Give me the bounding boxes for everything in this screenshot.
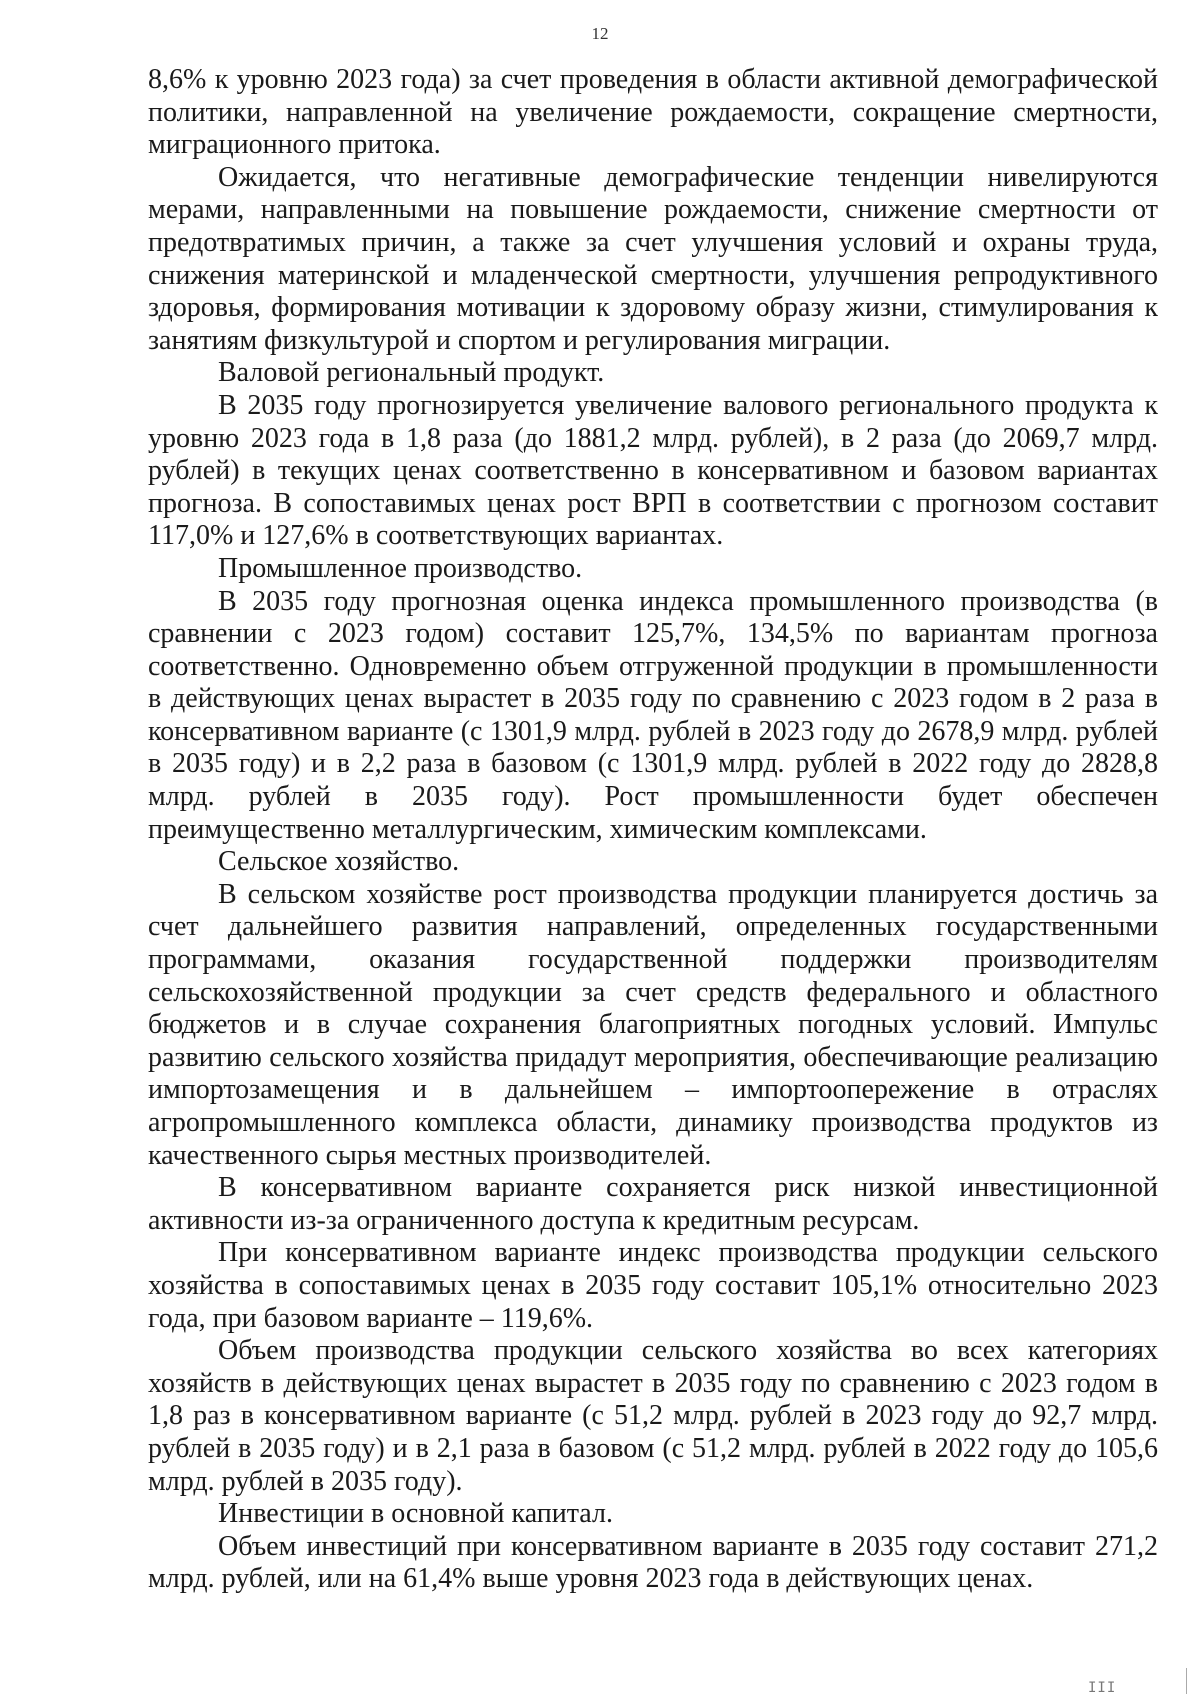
paragraph-industry-forecast: В 2035 году прогнозная оценка индекса промышленного производства (в сравнении с 2023 годом) составит 125,7%, 134,5% по вариантам прогноза соответственно. Одновременно объем отгруженной продукции в промышленности в действующих ценах вырастет в 2035 году по сравнению с 2023 годом в 2 раза в консервативном варианте (с 1301,9 млрд. рублей в 2023 году до 2678,9 млрд. рублей в 2035 году) и в 2,2 раза в базовом (с 1301,9 млрд. рублей в 2022 году до 2828,8 млрд. рублей в 2035 году). Рост промышленности будет обеспечен преимущественно металлургическим, химическим комплексами. [148,585,1158,845]
document-body [148,64,1158,1596]
paragraph-investment-forecast: Объем инвестиций при консервативном варианте в 2035 году составит 271,2 млрд. рублей, или на 61,4% выше уровня 2023 года в действующих ценах. [148,1530,1158,1595]
paragraph-population-continuation: 8,6% к уровню 2023 года) за счет проведения в области активной демографической политики, направленной на увеличение рождаемости, сокращение смертности, миграционного притока. [148,64,1158,161]
paragraph-agriculture-risk: В консервативном варианте сохраняется риск низкой инвестиционной активности из-за ограниченного доступа к кредитным ресурсам. [148,1172,1158,1236]
section-heading-grp: Валовой региональный продукт. [218,357,605,389]
section-heading-investment: Инвестиции в основной капитал. [218,1498,613,1530]
paragraph-agriculture-index: При консервативном варианте индекс производства продукции сельского хозяйства в сопоставимых ценах в 2035 году составит 105,1% относительно 2023 года, при базовом варианте – 119,6%. [148,1237,1158,1334]
scan-edge-mark [1186,1668,1187,1694]
scan-marks: III [1088,1680,1117,1696]
section-heading-agriculture: Сельское хозяйство. [218,846,460,878]
paragraph-grp-forecast: В 2035 году прогнозируется увеличение валового регионального продукта к уровню 2023 года в 1,8 раза (до 1881,2 млрд. рублей), в 2 раза (до 2069,7 млрд. рублей) в текущих ценах соответственно в консервативном и базовом вариантах прогноза. В сопоставимых ценах рост ВРП в соответствии с прогнозом составит 117,0% и 127,6% в соответствующих вариантах. [148,389,1158,552]
section-heading-industry: Промышленное производство. [218,552,583,584]
paragraph-agriculture-growth: В сельском хозяйстве рост производства продукции планируется достичь за счет дальнейшего развития направлений, определенных государственными программами, оказания государственной поддержки производителям сельскохозяйственной продукции за счет средств федерального и областного бюджетов и в случае сохранения благоприятных погодных условий. Импульс развитию сельского хозяйства придадут мероприятия, обеспечивающие реализацию импортозамещения и в дальнейшем – импортоопережение в отраслях агропромышленного комплекса области, динамику производства продуктов из качественного сырья местных производителей. [148,878,1158,1171]
paragraph-agriculture-volume: Объем производства продукции сельского хозяйства во всех категориях хозяйств в действующих ценах вырастет в 2035 году по сравнению с 2023 годом в 1,8 раз в консервативном варианте (с 51,2 млрд. рублей в 2023 году до 92,7 млрд. рублей в 2035 году) и в 2,1 раза в базовом (с 51,2 млрд. рублей в 2022 году до 105,6 млрд. рублей в 2035 году). [148,1335,1158,1497]
page-number: 12 [591,24,609,43]
paragraph-demographic-trends: Ожидается, что негативные демографические тенденции нивелируются мерами, направленными на повышение рождаемости, снижение смертности от предотвратимых причин, а также за счет улучшения условий и охраны труда, снижения материнской и младенческой смертности, улучшения репродуктивного здоровья, формирования мотивации к здоровому образу жизни, стимулирования к занятиям физкультурой и спортом и регулирования миграции. [148,161,1158,356]
